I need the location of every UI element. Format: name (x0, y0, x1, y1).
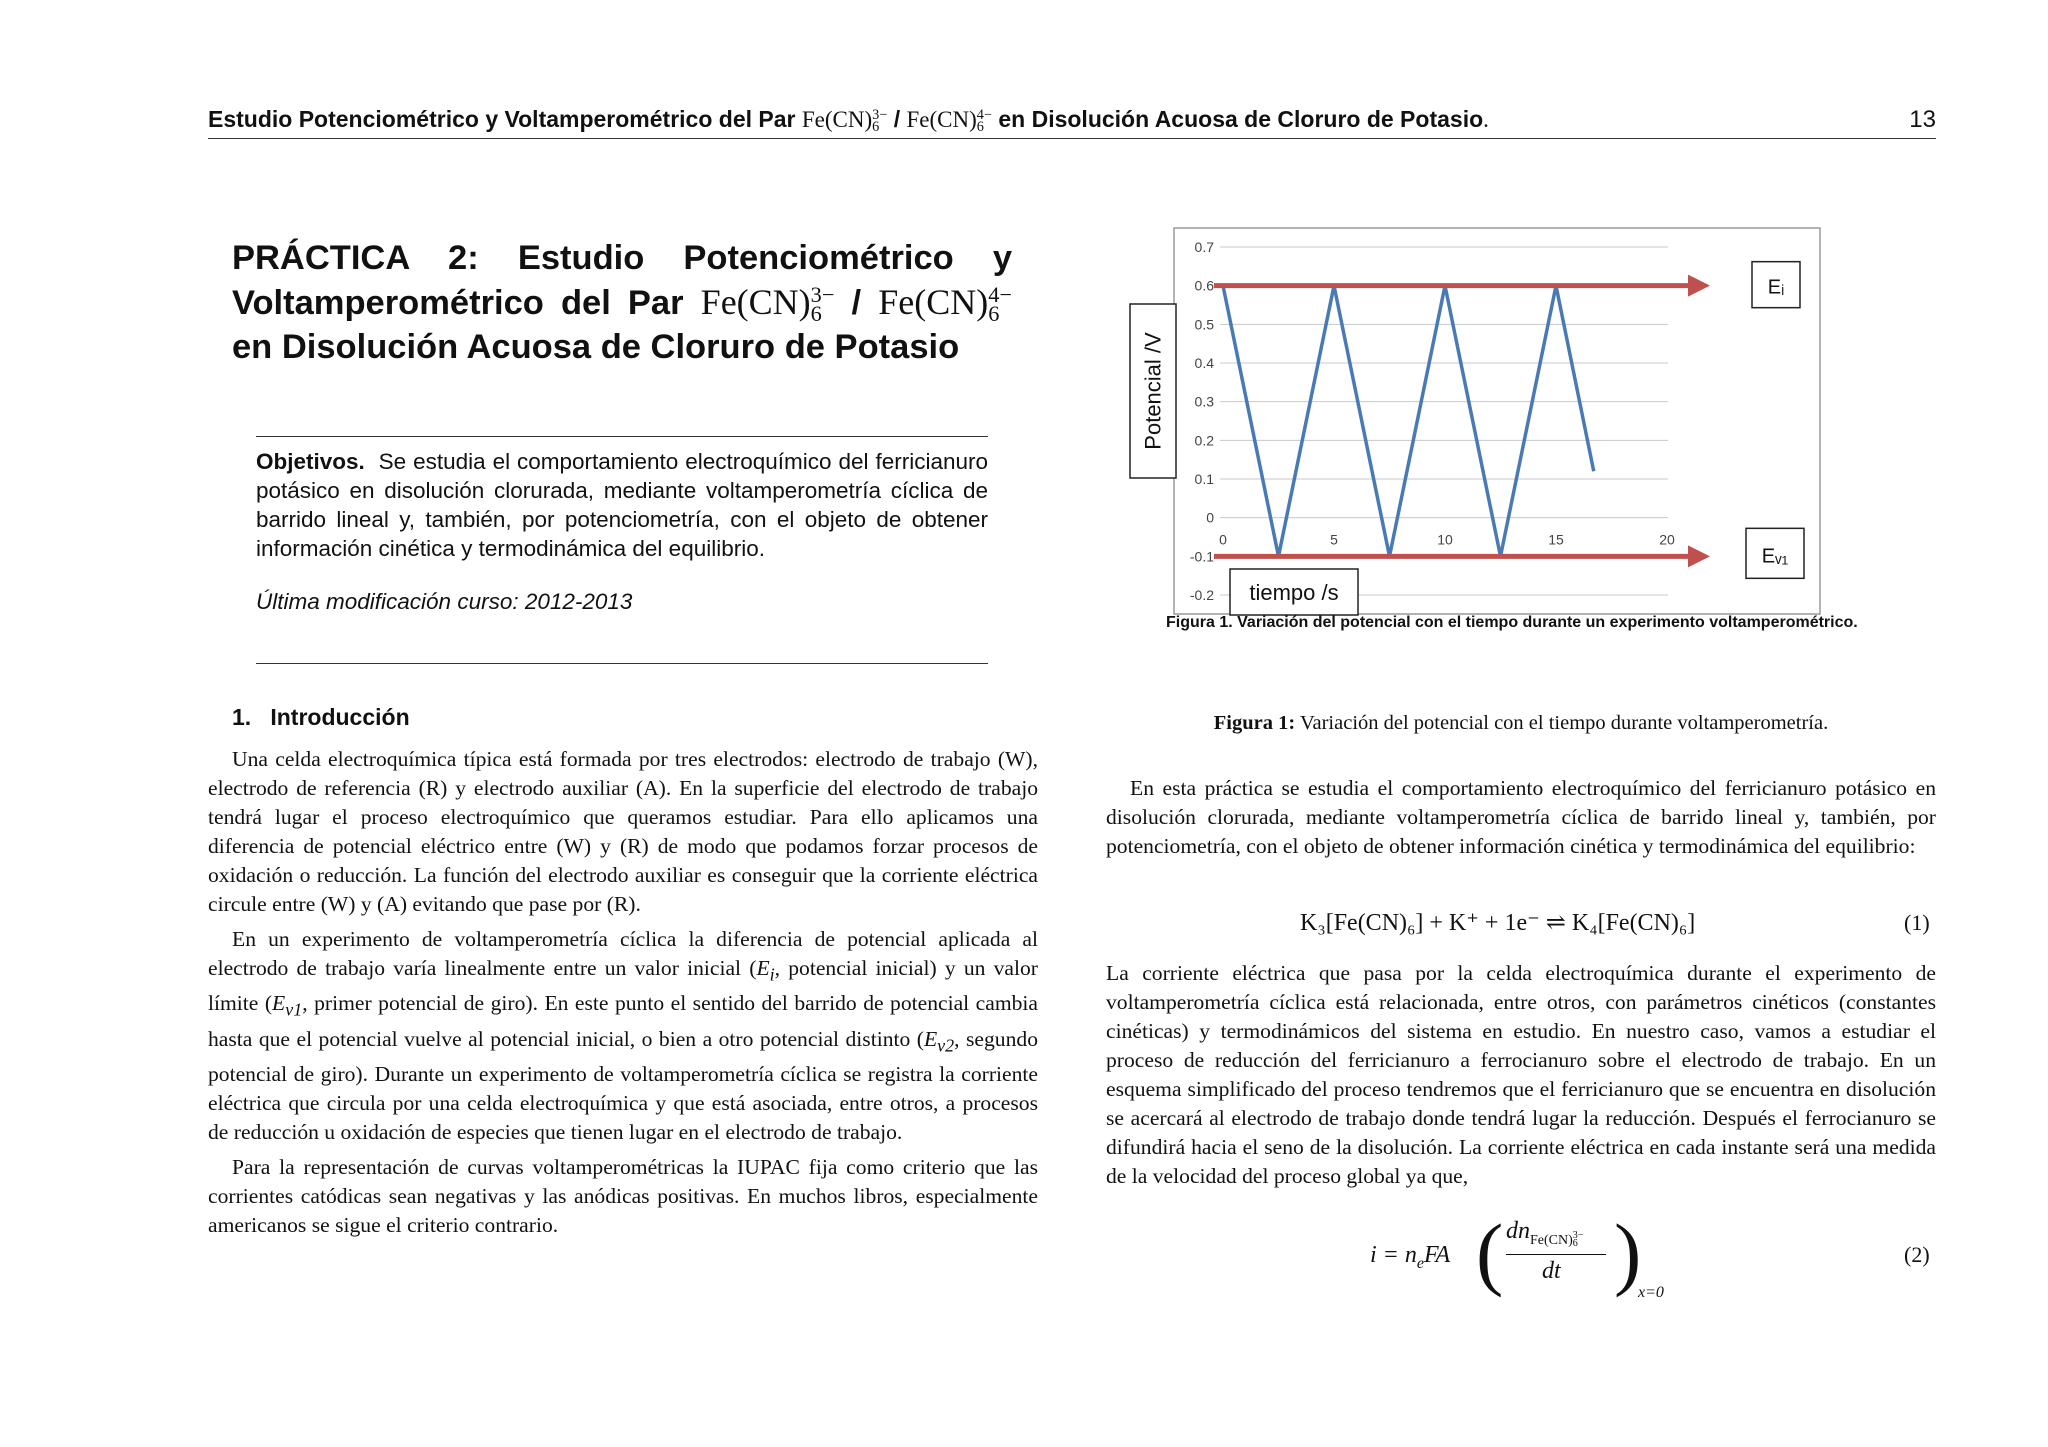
paragraph-1: Una celda electroquímica típica está formada por tres electrodos: electrodo de trabajo (W), electrodo de referencia (R) y electrodo auxiliar (A). En la superficie del electrodo de trabajo tendrá lugar el proceso electroquímico que queramos estudiar. Para ello aplicamos una diferencia de potencial eléctrico entre (W) y (R) de modo que podamos forzar procesos de oxidación o reducción. La función del electrodo auxiliar es conseguir que la corriente eléctrica circule entre (W) y (A) evitando que pase por (R). (208, 747, 1038, 916)
header-title-post: en Disolución Acuosa de Cloruro de Potasio (998, 106, 1484, 132)
last-modified: Última modificación curso: 2012-2013 (256, 589, 633, 614)
paragraph-right-2: La corriente eléctrica que pasa por la celda electroquímica durante el experimento de voltamperometría cíclica está relacionada, entre otros, con parámetros cinéticos (constantes cinéticas) y termodinámicos del sistema en estudio. En nuestro caso, vamos a estudiar el proceso de reducción del ferricianuro a ferrocianuro sobre el electrodo de trabajo. En un esquema simplificado del proceso tendremos que el ferricianuro que se encuentra en disolución se acercará al electrodo de trabajo donde tendrá lugar la reducción. Después el ferrocianuro se difundirá hacia el seno de la disolución. La corriente eléctrica en cada instante será una medida de la velocidad del proceso global ya que, (1106, 961, 1936, 1188)
eq2-lhs: $i = n_eFA$ (1370, 1242, 1451, 1272)
ei-label: Eᵢ (1767, 276, 1785, 299)
header-formula-ferri: Fe(CN) 3− 6 (801, 106, 888, 136)
equation-1: K₃[Fe(CN)₆] + K⁺ + 1e⁻ ⇌ K₄[Fe(CN)₆] (1300, 910, 1696, 936)
figure-1 (1106, 214, 1936, 644)
eq2-right-paren: ) (1614, 1207, 1642, 1298)
y-tick-label: 0.2 (1194, 432, 1214, 449)
right-column (1106, 774, 1936, 861)
voltammetry-chart (1106, 214, 1936, 644)
y-tick-label: 0.1 (1194, 471, 1214, 487)
eq2-left-paren: ( (1476, 1207, 1504, 1298)
eq2-fraction-bar (1506, 1254, 1606, 1255)
header-title: Estudio Potenciométrico y Voltamperométrico del Par Fe(CN) 3− 6 / Fe(CN) 4− 6 en Disolución Acuosa de Cloruro de Potasio. (208, 106, 1489, 136)
y-tick-label: 0.3 (1194, 393, 1214, 410)
paragraph-right-1: En esta práctica se estudia el comportamiento electroquímico del ferricianuro potásico en disolución clorurada, mediante voltamperometría cíclica de barrido lineal y, también, por potenciometría, con el objeto de obtener información cinética y termodinámica del equilibrio: (1106, 776, 1936, 858)
section-heading-introduccion: 1. Introducción (232, 704, 410, 730)
title-formula-ferri: Fe(CN) 3− 6 (700, 281, 835, 326)
y-tick-label: 0.7 (1194, 239, 1214, 255)
title-formula-ferro: Fe(CN) 4− 6 (878, 281, 1013, 326)
eq2-numerator: $dn_{Fe(CN) 3- 6}$ (1506, 1218, 1584, 1250)
y-tick-label: -0.1 (1189, 548, 1214, 565)
header-title-slash: / (893, 106, 901, 132)
ev1-label: Eᵥ₁ (1761, 545, 1789, 568)
y-tick-label: 0.4 (1194, 355, 1214, 371)
equation-1-number: (1) (1904, 910, 1930, 935)
eq2-denominator: dt (1542, 1258, 1561, 1284)
paragraph-3: Para la representación de curvas voltamperométricas la IUPAC fija como criterio que las corrientes catódicas sean negativas y las anódicas positivas. En muchos libros, especialmente americanos se sigue el criterio contrario. (208, 1154, 1038, 1237)
page-title: PRÁCTICA 2: Estudio Potenciométrico y Voltamperométrico del Par Fe(CN) 3− 6 / Fe(CN) 4− 6 en Disolución Acuosa de Cloruro de Potasio (232, 239, 1013, 366)
figure-caption: Figura 1: Variación del potencial con el tiempo durante voltamperometría. (1213, 712, 1829, 734)
y-tick-label: 0.6 (1194, 277, 1214, 294)
x-axis-label: tiempo /s (1249, 580, 1339, 605)
paragraph-2: En un experimento de voltamperometría cíclica la diferencia de potencial aplicada al electrodo de trabajo varía linealmente entre un valor inicial ($E_i$, potencial inicial) y un valor límite ($E_{v1}$, primer potencial de giro). En este punto el sentido del barrido de potencial cambia hasta que el potencial vuelve al potencial inicial, o bien a otro potencial distinto ($E_{v2}$, segundo potencial de giro). Durante un experimento de voltamperometría cíclica se registra la corriente eléctrica que circula por una celda electroquímica y que está asociada, entre otros, a procesos de reducción u oxidación de especies que tienen lugar en el electrodo de trabajo. (208, 927, 1039, 1144)
x-tick-label: 5 (1330, 531, 1338, 548)
objectives-label: Objetivos. (256, 449, 365, 474)
left-column (208, 745, 1038, 1246)
y-tick-label: 0 (1206, 509, 1214, 526)
right-column-lower (1106, 959, 1936, 1191)
figure-inner-caption: Figura 1. Variación del potencial con el tiempo durante un experimento voltamperométrico. (1166, 614, 1858, 631)
x-tick-label: 20 (1659, 531, 1675, 548)
running-header (208, 104, 1936, 139)
objectives-text: Objetivos. Se estudia el comportamiento electroquímico del ferricianuro potásico en disolución clorurada, mediante voltamperometría cíclica de barrido lineal y, también, por potenciometría, con el objeto de obtener información cinética y termodinámica del equilibrio. (256, 449, 988, 561)
equation-2 (1370, 1207, 1690, 1308)
objectives-box (256, 436, 988, 664)
header-formula-ferro: Fe(CN) 4− 6 (906, 106, 992, 136)
x-tick-label: 10 (1437, 531, 1453, 548)
equation-2-number: (2) (1904, 1242, 1930, 1267)
x-tick-label: 0 (1219, 531, 1227, 548)
y-axis-label: Potencial /V (1140, 332, 1166, 450)
eq2-eval: x=0 (1638, 1284, 1664, 1301)
y-tick-label: -0.2 (1189, 587, 1214, 603)
figure-caption-label: Figura 1: (1213, 712, 1296, 734)
x-tick-label: 15 (1548, 531, 1564, 548)
page-number: 13 (1909, 106, 1936, 133)
header-title-pre: Estudio Potenciométrico y Voltamperométrico del Par (208, 106, 796, 132)
y-tick-label: 0.5 (1194, 316, 1214, 333)
